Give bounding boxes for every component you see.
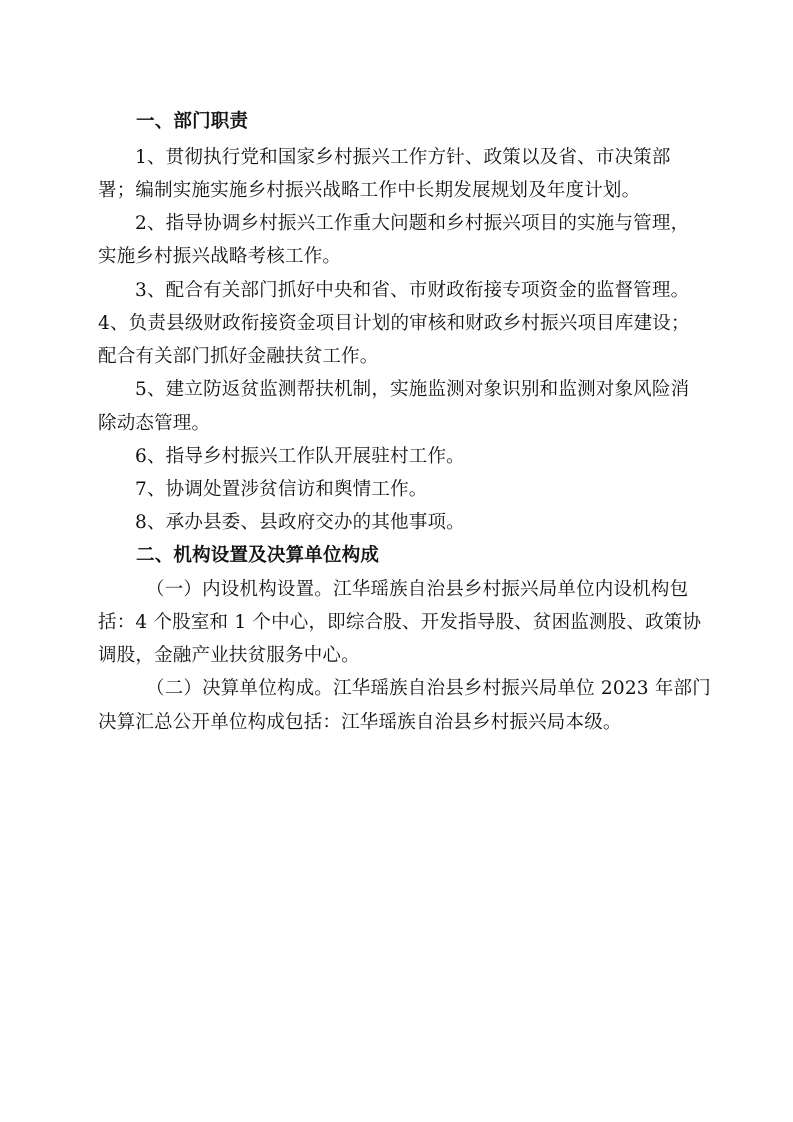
duty-item-4-line-1: 4、负责县级财政衔接资金项目计划的审核和财政乡村振兴项目库建设；: [98, 313, 690, 334]
org-para-1-line-3: 调股，金融产业扶贫服务中心。: [98, 645, 360, 666]
duty-item-4-line-2: 配合有关部门抓好金融扶贫工作。: [98, 346, 379, 367]
section-heading-duties: 一、部门职责: [136, 111, 249, 132]
duty-item-7-line-1: 7、协调处置涉贫信访和舆情工作。: [135, 479, 428, 500]
duty-item-5-line-1: 5、建立防返贫监测帮扶机制，实施监测对象识别和监测对象风险消: [135, 379, 690, 400]
duty-item-2-line-2: 实施乡村振兴战略考核工作。: [98, 246, 342, 267]
org-para-1-line-1: （一）内设机构设置。江华瑶族自治县乡村振兴局单位内设机构包: [146, 579, 689, 600]
duty-item-2-line-1: 2、指导协调乡村振兴工作重大问题和乡村振兴项目的实施与管理，: [135, 213, 690, 234]
section-heading-organization: 二、机构设置及决算单位构成: [136, 545, 380, 566]
org-para-1-line-2: 括：4 个股室和 1 个中心，即综合股、开发指导股、贫困监测股、政策协: [98, 612, 702, 633]
org-para-2-line-1: （二）决算单位构成。江华瑶族自治县乡村振兴局单位 2023 年部门: [146, 678, 711, 699]
duty-item-3-line-1: 3、配合有关部门抓好中央和省、市财政衔接专项资金的监督管理。: [135, 280, 690, 301]
org-para-2-line-2: 决算汇总公开单位构成包括：江华瑶族自治县乡村振兴局本级。: [98, 712, 622, 733]
duty-item-1-line-2: 署；编制实施实施乡村振兴战略工作中长期发展规划及年度计划。: [98, 180, 641, 201]
duty-item-8-line-1: 8、承办县委、县政府交办的其他事项。: [135, 512, 465, 533]
duty-item-6-line-1: 6、指导乡村振兴工作队开展驻村工作。: [135, 446, 465, 467]
duty-item-1-line-1: 1、贯彻执行党和国家乡村振兴工作方针、政策以及省、市决策部: [135, 147, 671, 168]
duty-item-5-line-2: 除动态管理。: [98, 413, 211, 434]
